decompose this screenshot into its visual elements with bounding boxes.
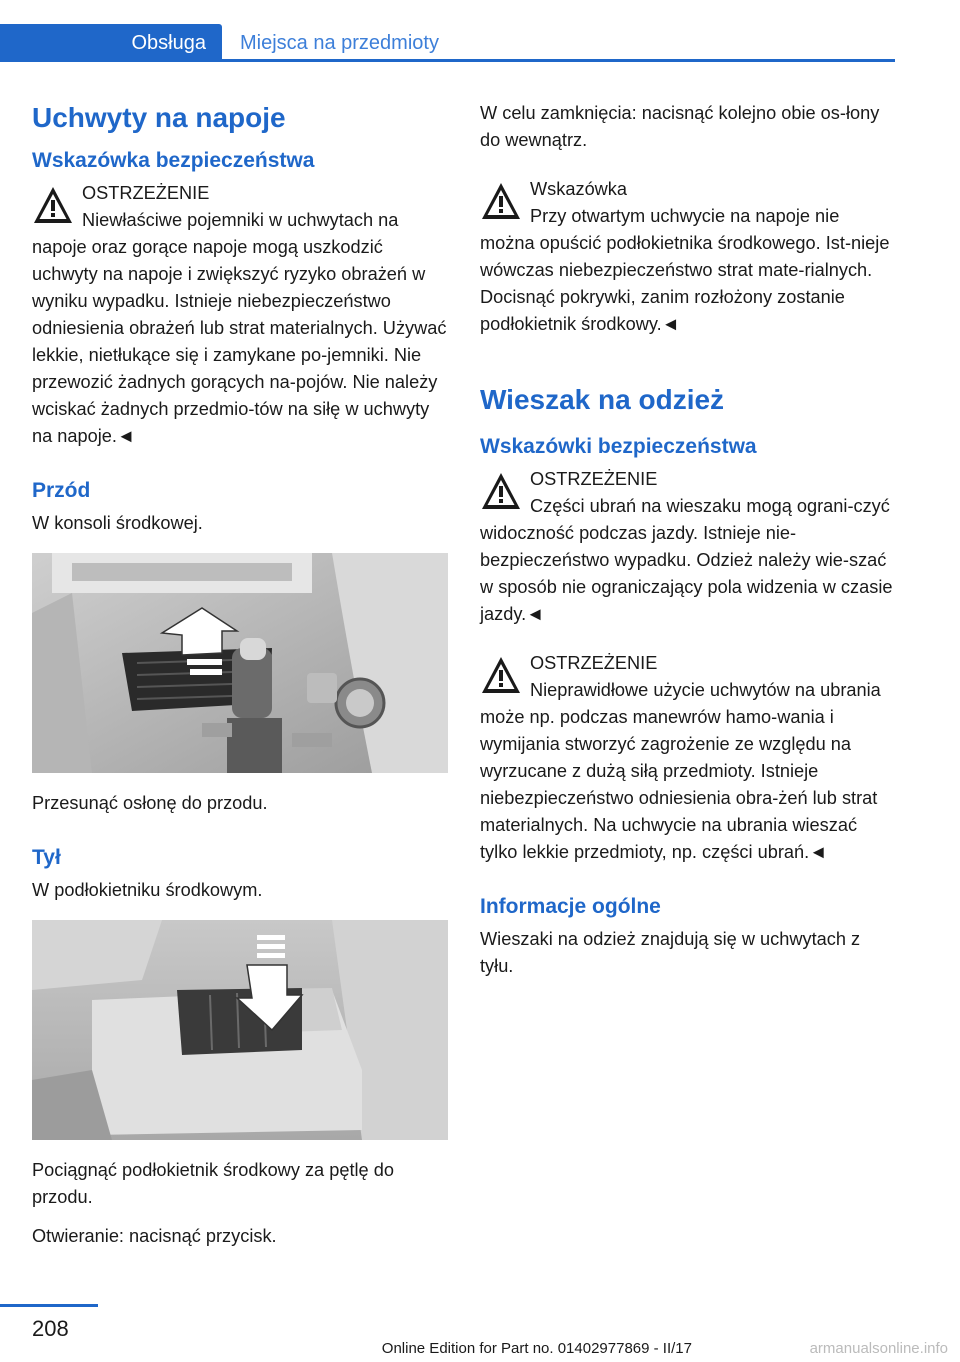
open-instruction: Otwieranie: nacisnąć przycisk. — [32, 1226, 277, 1246]
warning2-body: Nieprawidłowe użycie uchwytów na ubrania może np. podczas manewrów hamo-wania i wymijania stworzyć zagrożenie ze względu na wyrzucane z dużą siłą przedmioty. Istnieje niebezpieczeństwo odniesienia obra-żeń lub strat materialnych. Na uchwycie na ubrania wieszać tylko lekkie przedmioty, np. części ubrań.◄ — [480, 680, 881, 862]
tab-obsluga[interactable]: Obsługa — [0, 24, 222, 62]
warning-triangle-icon — [32, 184, 74, 226]
warning-block-1 — [480, 466, 898, 628]
warning1-body: Części ubrań na wieszaku mogą ograni-czyć widoczność podczas jazdy. Istnieje nie-bezpieczeństwo wypadku. Odzież należy wie-szać w sposób nie ograniczający pola widzenia w czasie jazdy.◄ — [480, 496, 893, 624]
heading-coat-hooks: Wieszak na odzież — [480, 384, 725, 415]
warning-triangle-icon — [480, 654, 522, 696]
heading-safety-notes: Wskazówki bezpieczeństwa — [480, 435, 757, 458]
tab-underline — [222, 59, 895, 62]
note-title: Wskazówka — [530, 179, 628, 199]
watermark: armanualsonline.info — [809, 1340, 948, 1357]
chapter-tabs — [0, 24, 895, 62]
right-column — [480, 100, 898, 980]
tab-miejsca-na-przedmioty[interactable]: Miejsca na przedmioty — [240, 32, 439, 54]
heading-safety-note: Wskazówka bezpieczeństwa — [32, 149, 315, 172]
warning1-title: OSTRZEŻENIE — [530, 469, 658, 489]
front-cup-holder-photo — [32, 553, 448, 773]
warning-block — [32, 180, 450, 450]
front-caption: Przesunąć osłonę do przodu. — [32, 793, 268, 813]
general-info-text: Wieszaki na odzież znajdują się w uchwytach z tyłu. — [480, 929, 861, 976]
note-block — [480, 176, 898, 338]
edition-footer: Online Edition for Part no. 01402977869 - II/17 — [381, 1340, 692, 1357]
page-number: 208 — [32, 1316, 69, 1341]
rear-location-text: W podłokietniku środkowym. — [32, 880, 263, 900]
heading-general-info: Informacje ogólne — [480, 895, 661, 918]
left-column — [32, 100, 450, 1250]
heading-front: Przód — [32, 479, 91, 502]
warning-triangle-icon — [480, 180, 522, 222]
note-body: Przy otwartym uchwycie na napoje nie można opuścić podłokietnika środkowego. Ist-nieje wówczas niebezpieczeństwo strat mate-rialnych. Docisnąć pokrywki, zanim rozłożony zostanie podłokietnik środkowy.◄ — [480, 206, 890, 334]
page-number-rule — [0, 1304, 98, 1307]
warning-title: OSTRZEŻENIE — [82, 183, 210, 203]
close-instruction: W celu zamknięcia: nacisnąć kolejno obie os-łony do wewnątrz. — [480, 103, 880, 150]
rear-caption: Pociągnąć podłokietnik środkowy za pętlę do przodu. — [32, 1160, 394, 1207]
heading-rear: Tył — [32, 846, 61, 869]
warning-body: Niewłaściwe pojemniki w uchwytach na napoje oraz gorące napoje mogą uszkodzić uchwyty na napoje i zwiększyć ryzyko obrażeń w wyniku wypadku. Istnieje niebezpieczeństwo odniesienia obrażeń lub strat materialnych. Używać lekkie, nietłukące się i zamykane po-jemniki. Nie przewozić żadnych gorących na-pojów. Nie należy wciskać żadnych przedmio-tów na siłę w uchwyty na napoje.◄ — [32, 210, 447, 446]
warning-block-2 — [480, 650, 898, 866]
warning2-title: OSTRZEŻENIE — [530, 653, 658, 673]
front-location-text: W konsoli środkowej. — [32, 513, 203, 533]
rear-armrest-photo — [32, 920, 448, 1140]
warning-triangle-icon — [480, 470, 522, 512]
heading-cup-holders: Uchwyty na napoje — [32, 102, 286, 133]
